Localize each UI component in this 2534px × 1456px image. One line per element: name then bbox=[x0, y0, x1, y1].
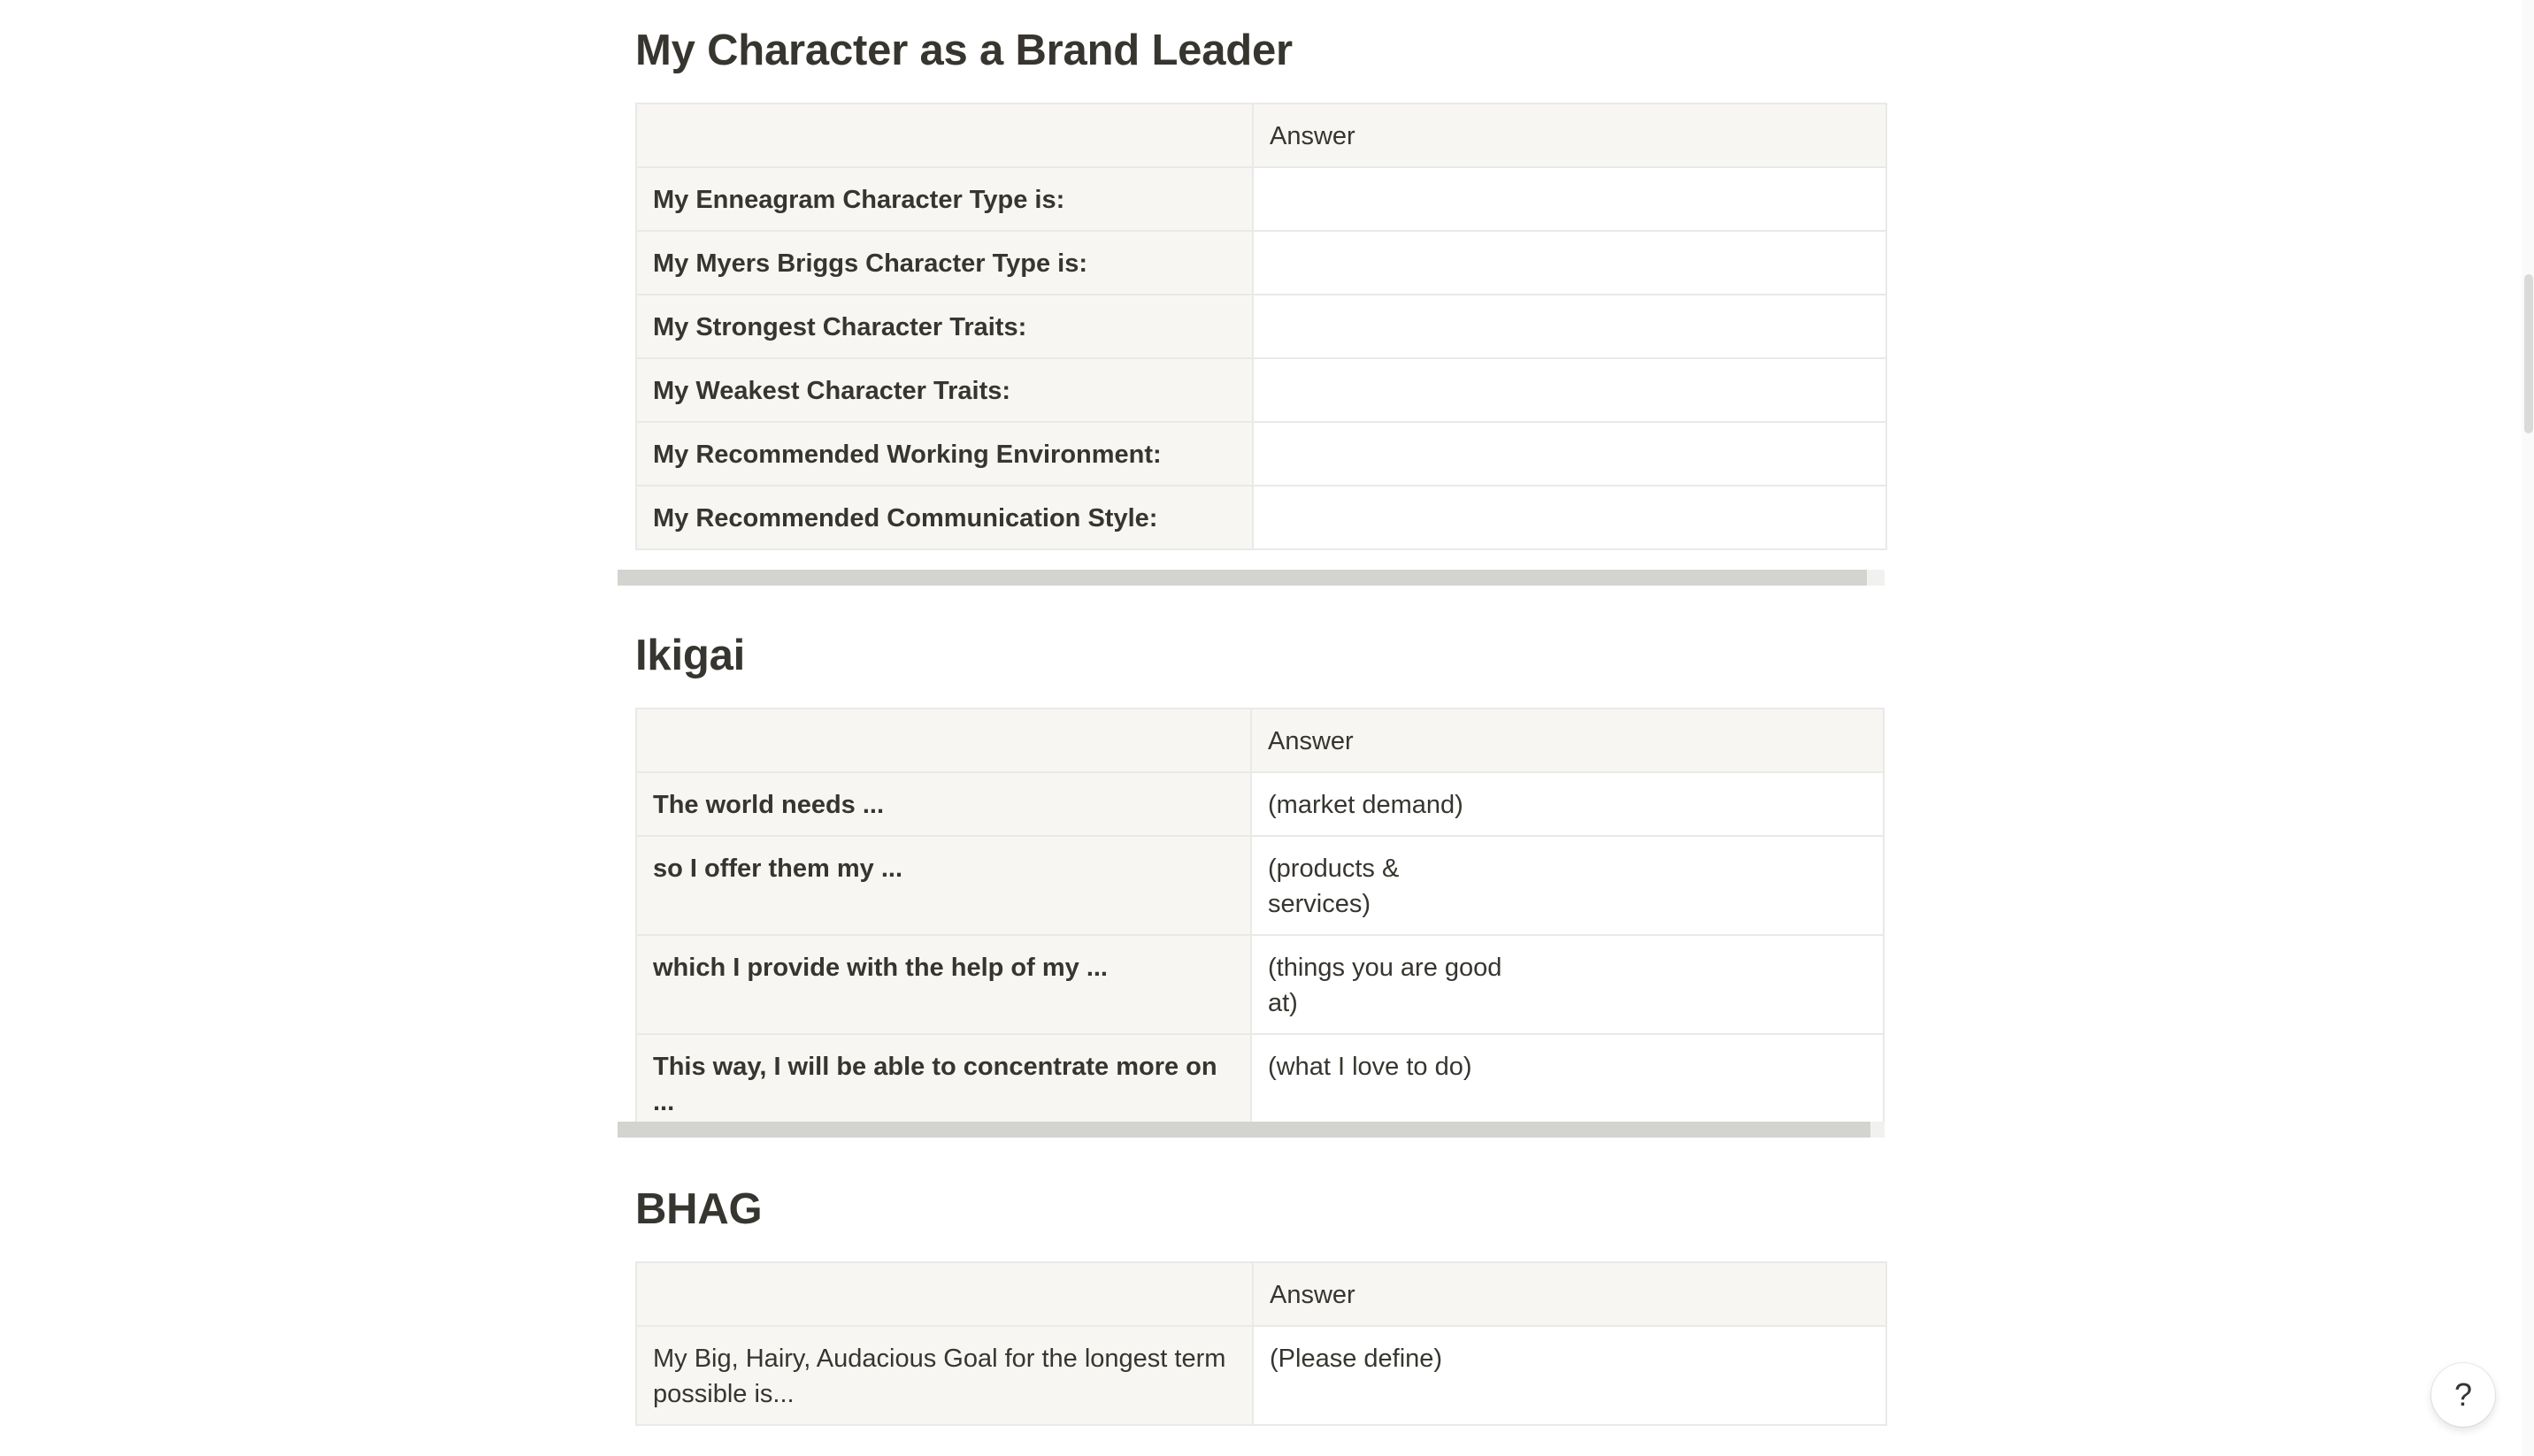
row-answer[interactable] bbox=[1251, 935, 1884, 1034]
scrollbar-thumb[interactable] bbox=[618, 570, 1867, 586]
scrollbar-thumb[interactable] bbox=[2524, 274, 2533, 433]
page-vertical-scrollbar[interactable] bbox=[2522, 0, 2534, 1456]
header-cell-answer[interactable]: Answer bbox=[1251, 709, 1884, 772]
table-header-row bbox=[636, 1262, 1886, 1326]
header-cell-blank[interactable] bbox=[636, 103, 1253, 167]
row-label[interactable]: which I provide with the help of my ... bbox=[636, 935, 1251, 1034]
answer-line: (things you are good bbox=[1268, 954, 1502, 982]
row-label[interactable]: My Myers Briggs Character Type is: bbox=[636, 231, 1253, 295]
table-horizontal-scrollbar[interactable] bbox=[618, 570, 1885, 586]
table-row bbox=[636, 167, 1886, 231]
row-label[interactable]: My Weakest Character Traits: bbox=[636, 358, 1253, 422]
question-mark-icon: ? bbox=[2453, 1376, 2473, 1413]
character-table bbox=[635, 103, 1887, 550]
answer-line: services) bbox=[1268, 890, 1371, 918]
table-horizontal-scrollbar[interactable] bbox=[618, 1122, 1885, 1138]
table-row bbox=[636, 295, 1886, 358]
row-label[interactable]: My Recommended Communication Style: bbox=[636, 486, 1253, 549]
header-cell-blank[interactable] bbox=[636, 1262, 1253, 1326]
row-answer[interactable] bbox=[1251, 836, 1884, 935]
row-answer[interactable]: (Please define) bbox=[1253, 1326, 1886, 1425]
table-row bbox=[636, 935, 1884, 1034]
row-label[interactable]: My Enneagram Character Type is: bbox=[636, 167, 1253, 231]
row-answer[interactable] bbox=[1253, 167, 1886, 231]
row-answer[interactable] bbox=[1253, 358, 1886, 422]
answer-line: at) bbox=[1268, 989, 1298, 1017]
help-button[interactable] bbox=[2431, 1363, 2495, 1427]
label-line: My Big, Hairy, Audacious Goal for the longest term bbox=[653, 1345, 1226, 1373]
header-cell-answer[interactable]: Answer bbox=[1253, 1262, 1886, 1326]
row-label[interactable]: This way, I will be able to concentrate more on ... bbox=[636, 1034, 1251, 1133]
table-row bbox=[636, 231, 1886, 295]
row-label[interactable] bbox=[636, 1326, 1253, 1425]
header-cell-blank[interactable] bbox=[636, 709, 1251, 772]
table-header-row bbox=[636, 103, 1886, 167]
bhag-table bbox=[635, 1261, 1887, 1426]
row-label[interactable]: The world needs ... bbox=[636, 772, 1251, 836]
row-answer[interactable] bbox=[1253, 486, 1886, 549]
table-row bbox=[636, 358, 1886, 422]
table-row bbox=[636, 1034, 1884, 1133]
table-row bbox=[636, 772, 1884, 836]
row-answer[interactable] bbox=[1253, 231, 1886, 295]
table-header-row bbox=[636, 709, 1884, 772]
table-row bbox=[636, 486, 1886, 549]
table-row bbox=[636, 1326, 1886, 1425]
row-label[interactable]: My Recommended Working Environment: bbox=[636, 422, 1253, 486]
scrollbar-thumb[interactable] bbox=[618, 1122, 1870, 1138]
table-row bbox=[636, 422, 1886, 486]
header-cell-answer[interactable]: Answer bbox=[1253, 103, 1886, 167]
section-title-ikigai: Ikigai bbox=[635, 632, 746, 679]
section-title-character: My Character as a Brand Leader bbox=[635, 27, 1293, 74]
table-row bbox=[636, 836, 1884, 935]
row-answer[interactable] bbox=[1253, 295, 1886, 358]
row-answer[interactable] bbox=[1253, 422, 1886, 486]
section-title-bhag: BHAG bbox=[635, 1185, 763, 1233]
row-answer[interactable]: (market demand) bbox=[1251, 772, 1884, 836]
row-answer[interactable]: (what I love to do) bbox=[1251, 1034, 1884, 1133]
answer-line: (products & bbox=[1268, 854, 1400, 883]
row-label[interactable]: My Strongest Character Traits: bbox=[636, 295, 1253, 358]
ikigai-table bbox=[635, 708, 1885, 1134]
row-label[interactable]: so I offer them my ... bbox=[636, 836, 1251, 935]
label-line: possible is... bbox=[653, 1380, 795, 1408]
